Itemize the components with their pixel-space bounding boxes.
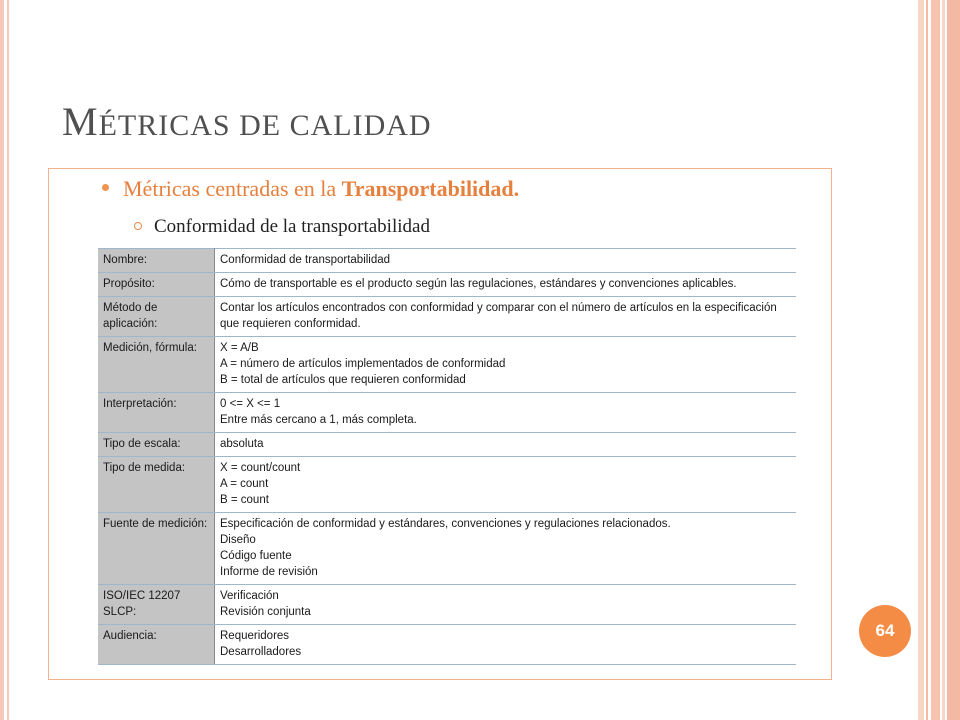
row-value-line: Requeridores bbox=[220, 630, 290, 642]
row-value-line: Verificación bbox=[220, 590, 279, 602]
right-stripe-decoration bbox=[926, 0, 928, 720]
table-row bbox=[98, 585, 796, 625]
table-row bbox=[98, 457, 796, 513]
row-value-line: Informe de revisión bbox=[220, 566, 318, 578]
row-value-line: X = count/count bbox=[220, 462, 301, 474]
row-value bbox=[215, 249, 797, 273]
row-value bbox=[215, 513, 797, 585]
row-label: Audiencia: bbox=[98, 625, 215, 665]
row-label: Tipo de medida: bbox=[98, 457, 215, 513]
table-row bbox=[98, 625, 796, 665]
row-label: Propósito: bbox=[98, 273, 215, 297]
main-bullet bbox=[102, 176, 519, 202]
table-row bbox=[98, 513, 796, 585]
row-value-line: X = A/B bbox=[220, 342, 259, 354]
row-value-line: Código fuente bbox=[220, 550, 292, 562]
row-value-line: Diseño bbox=[220, 534, 256, 546]
row-value-line: Conformidad de transportabilidad bbox=[220, 254, 391, 266]
row-value-line: Desarrolladores bbox=[220, 646, 302, 658]
row-value-line: A = número de artículos implementados de conformidad bbox=[220, 358, 506, 370]
row-value-line: Especificación de conformidad y estándares, convenciones y regulaciones relacionados. bbox=[220, 518, 671, 530]
row-value bbox=[215, 337, 797, 393]
slide-title: MÉTRICAS DE CALIDAD bbox=[62, 99, 432, 144]
right-stripe-decoration bbox=[931, 0, 940, 720]
row-value bbox=[215, 297, 797, 337]
row-label: Medición, fórmula: bbox=[98, 337, 215, 393]
row-value bbox=[215, 585, 797, 625]
table-row bbox=[98, 249, 796, 273]
row-label: Método de aplicación: bbox=[98, 297, 215, 337]
row-value bbox=[215, 393, 797, 433]
row-label: Interpretación: bbox=[98, 393, 215, 433]
row-value-line: B = count bbox=[220, 494, 269, 506]
row-value-line: absoluta bbox=[220, 438, 264, 450]
left-border-decoration bbox=[0, 0, 4, 720]
row-value bbox=[215, 457, 797, 513]
row-value-line: A = count bbox=[220, 478, 269, 490]
row-label: ISO/IEC 12207 SLCP: bbox=[98, 585, 215, 625]
page-number: 64 bbox=[875, 621, 895, 640]
sub-bullet-text: Conformidad de la transportabilidad bbox=[154, 216, 430, 237]
page-number-badge bbox=[859, 605, 911, 657]
row-value-line: Entre más cercano a 1, más completa. bbox=[220, 414, 417, 426]
row-value-line: Cómo de transportable es el producto según las regulaciones, estándares y convenciones aplicables. bbox=[220, 278, 737, 290]
main-bullet-text: Métricas centradas en la bbox=[123, 176, 342, 201]
right-stripe-decoration bbox=[942, 0, 945, 720]
left-border-decoration-thin bbox=[7, 0, 9, 720]
row-value-line: B = total de artículos que requieren conformidad bbox=[220, 374, 466, 386]
table-row bbox=[98, 433, 796, 457]
table-row bbox=[98, 337, 796, 393]
table-row bbox=[98, 297, 796, 337]
bullet-dot-icon bbox=[102, 184, 109, 191]
bullet-ring-icon bbox=[134, 222, 142, 230]
main-bullet-bold-text: Transportabilidad. bbox=[341, 176, 520, 201]
row-value bbox=[215, 625, 797, 665]
row-value bbox=[215, 273, 797, 297]
row-label: Nombre: bbox=[98, 249, 215, 273]
row-label: Fuente de medición: bbox=[98, 513, 215, 585]
right-stripe-decoration bbox=[947, 0, 960, 720]
metric-table bbox=[98, 248, 796, 658]
table-row bbox=[98, 273, 796, 297]
table-row bbox=[98, 393, 796, 433]
row-label: Tipo de escala: bbox=[98, 433, 215, 457]
row-value-line: Contar los artículos encontrados con conformidad y comparar con el número de artículos en la especificación que requieren conformidad. bbox=[220, 302, 777, 330]
right-stripe-decoration bbox=[918, 0, 924, 720]
sub-bullet bbox=[134, 216, 430, 238]
row-value-line: 0 <= X <= 1 bbox=[220, 398, 281, 410]
row-value bbox=[215, 433, 797, 457]
row-value-line: Revisión conjunta bbox=[220, 606, 311, 618]
